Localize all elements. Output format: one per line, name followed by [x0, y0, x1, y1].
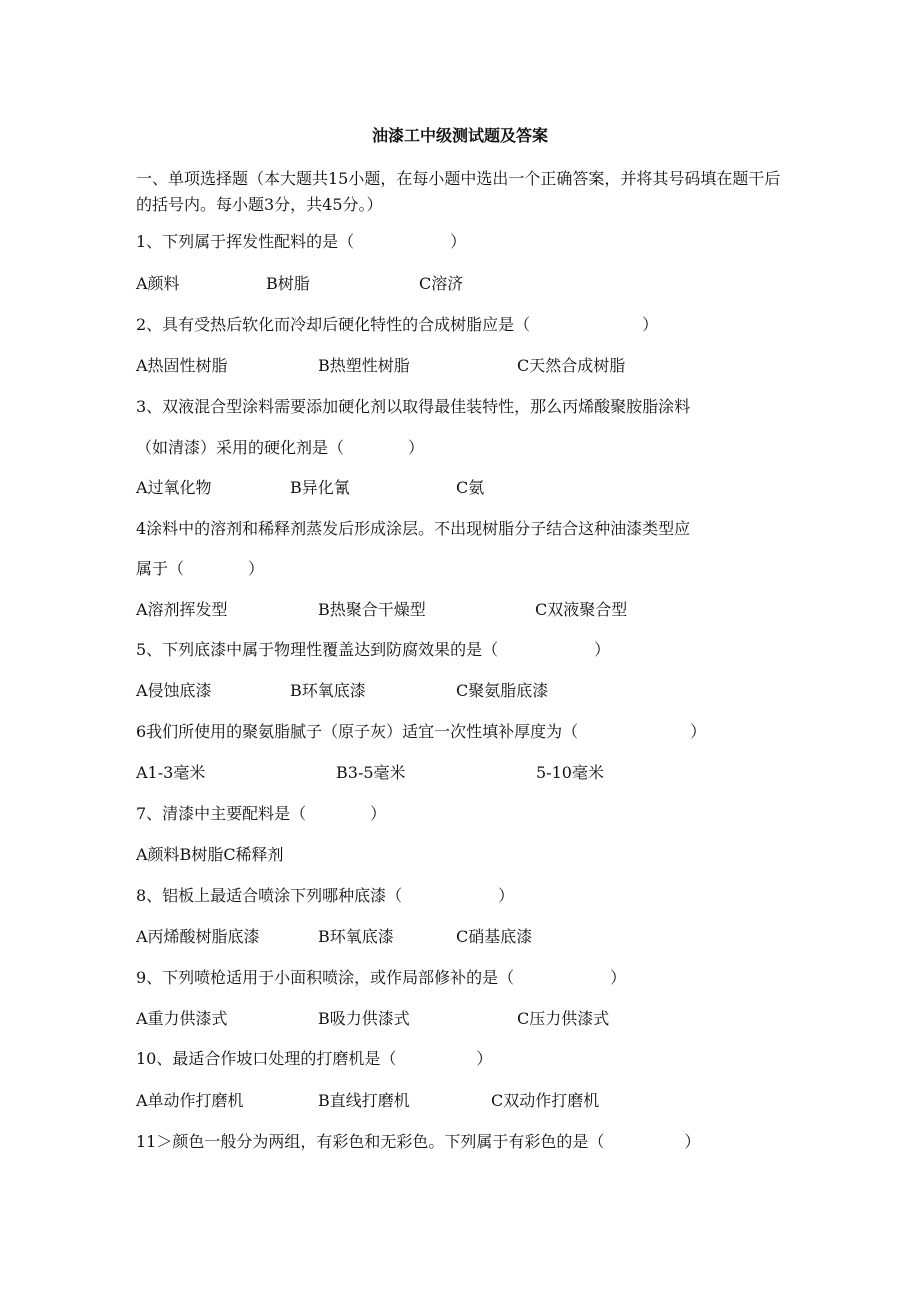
question-7-stem: 7、清漆中主要配料是（ ） [136, 804, 387, 823]
question-4-stem: 4涂料中的溶剂和稀释剂蒸发后形成涂层。不出现树脂分子结合这种油漆类型应 [136, 519, 691, 538]
question-3-option-b: B异化氰 [290, 478, 350, 497]
question-8-option-c: C硝基底漆 [456, 927, 533, 946]
section-intro: 一、单项选择题（本大题共15小题，在每小题中选出一个正确答案，并将其号码填在题干后的括号内。每小题3分，共45分。） [136, 169, 781, 214]
question-5-option-a: A侵蚀底漆 [136, 681, 212, 700]
question-3-option-a: A过氧化物 [136, 478, 212, 497]
question-11-stem: 11＞颜色一般分为两组，有彩色和无彩色。下列属于有彩色的是（ ） [136, 1132, 701, 1151]
question-9-option-b: B吸力供漆式 [318, 1009, 410, 1028]
question-10-stem: 10、最适合作坡口处理的打磨机是（ ） [136, 1049, 493, 1068]
question-2-option-a: A热固性树脂 [136, 356, 228, 375]
question-4-option-a: A溶剂挥发型 [136, 600, 228, 619]
question-2-stem: 2、具有受热后软化而冷却后硬化特性的合成树脂应是（ ） [136, 315, 659, 334]
question-2-option-c: C天然合成树脂 [517, 356, 626, 375]
question-8-stem: 8、铝板上最适合喷涂下列哪种底漆（ ） [136, 886, 515, 905]
question-1-option-a: A颜料 [136, 274, 180, 293]
question-9-option-a: A重力供漆式 [136, 1009, 228, 1028]
question-1-option-c: C溶济 [419, 274, 464, 293]
question-1-option-b: B树脂 [266, 274, 310, 293]
question-3-stem-continued: （如清漆）采用的硬化剂是（ ） [136, 438, 425, 457]
question-9-option-c: C压力供漆式 [517, 1009, 610, 1028]
question-3-option-c: C氨 [456, 478, 485, 497]
question-10-option-c: C双动作打磨机 [491, 1091, 600, 1110]
question-5-stem: 5、下列底漆中属于物理性覆盖达到防腐效果的是（ ） [136, 640, 611, 659]
question-8-option-a: A丙烯酸树脂底漆 [136, 927, 260, 946]
question-3-stem: 3、双液混合型涂料需要添加硬化剂以取得最佳装特性，那么丙烯酸聚胺脂涂料 [136, 397, 691, 416]
question-2-option-b: B热塑性树脂 [318, 356, 410, 375]
question-6-option-a: A1-3毫米 [136, 763, 206, 782]
question-1-stem: 1、下列属于挥发性配料的是（ ） [136, 232, 467, 251]
question-4-option-b: B热聚合干燥型 [318, 600, 426, 619]
question-10-option-b: B直线打磨机 [318, 1091, 410, 1110]
question-7-options: A颜料B树脂C稀释剂 [136, 845, 284, 864]
page-title: 油漆工中级测试题及答案 [371, 126, 548, 145]
question-6-stem: 6我们所使用的聚氨脂腻子（原子灰）适宜一次性填补厚度为（ ） [136, 722, 707, 741]
question-4-stem-continued: 属于（ ） [136, 559, 265, 578]
question-6-option-c: 5-10毫米 [536, 763, 604, 782]
question-10-option-a: A单动作打磨机 [136, 1091, 244, 1110]
question-4-option-c: C双液聚合型 [535, 600, 628, 619]
question-9-stem: 9、下列喷枪适用于小面积喷涂，或作局部修补的是（ ） [136, 968, 627, 987]
question-5-option-b: B环氧底漆 [290, 681, 366, 700]
question-8-option-b: B环氧底漆 [318, 927, 394, 946]
question-6-option-b: B3-5毫米 [336, 763, 406, 782]
question-5-option-c: C聚氨脂底漆 [456, 681, 549, 700]
